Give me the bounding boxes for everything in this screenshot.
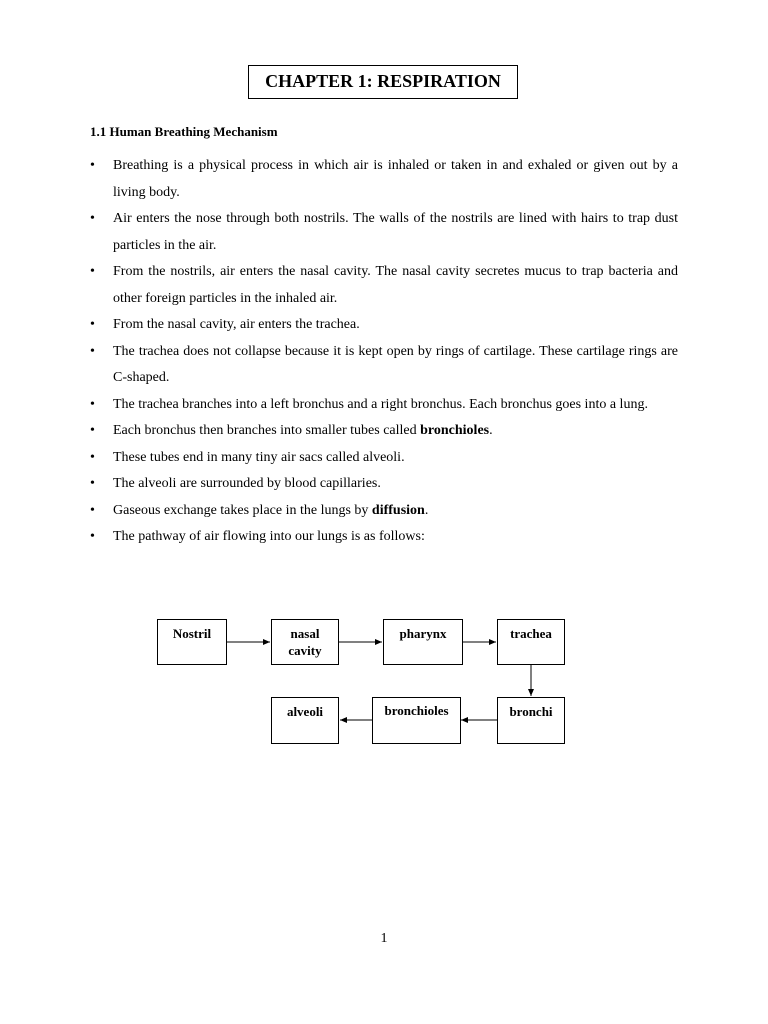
box-bronchi: bronchi bbox=[497, 697, 565, 744]
box-bronchioles: bronchioles bbox=[372, 697, 461, 744]
bullet-item: • The pathway of air flowing into our lungs is as follows: bbox=[88, 524, 678, 551]
bullet-item: • These tubes end in many tiny air sacs called alveoli. bbox=[88, 445, 678, 472]
chapter-title: CHAPTER 1: RESPIRATION bbox=[248, 65, 518, 99]
page-number: 1 bbox=[380, 931, 388, 946]
box-pharynx: pharynx bbox=[383, 619, 463, 665]
box-nostril: Nostril bbox=[157, 619, 227, 665]
bullet-item: • Breathing is a physical process in which air is inhaled or taken in and exhaled or given out by a living body. bbox=[88, 153, 678, 206]
bullet-item: • From the nasal cavity, air enters the trachea. bbox=[88, 312, 678, 339]
bullet-item: • The trachea branches into a left bronchus and a right bronchus. Each bronchus goes into a lung. bbox=[88, 392, 678, 419]
box-alveoli: alveoli bbox=[271, 697, 339, 744]
box-nasal-cavity: nasal cavity bbox=[271, 619, 339, 665]
box-trachea: trachea bbox=[497, 619, 565, 665]
bold-term-bronchioles: bronchioles bbox=[420, 423, 490, 438]
bullet-item: • Air enters the nose through both nostrils. The walls of the nostrils are lined with hairs to trap dust particles in the air. bbox=[88, 206, 678, 259]
bold-term-diffusion: diffusion bbox=[371, 502, 425, 518]
bullet-item: • Each bronchus then branches into smaller tubes called bronchioles. bbox=[88, 418, 678, 445]
section-heading: 1.1 Human Breathing Mechanism bbox=[90, 124, 278, 139]
bullet-item: • Gaseous exchange takes place in the lungs by diffusion. bbox=[88, 498, 678, 525]
bullet-item: • The trachea does not collapse because it is kept open by rings of cartilage. These cartilage rings are C-shaped. bbox=[88, 339, 678, 392]
bullet-list bbox=[88, 153, 678, 551]
bullet-item: • From the nostrils, air enters the nasal cavity. The nasal cavity secretes mucus to trap bacteria and other foreign particles in the inhaled air. bbox=[88, 259, 678, 312]
bullet-item: • The alveoli are surrounded by blood capillaries. bbox=[88, 471, 678, 498]
